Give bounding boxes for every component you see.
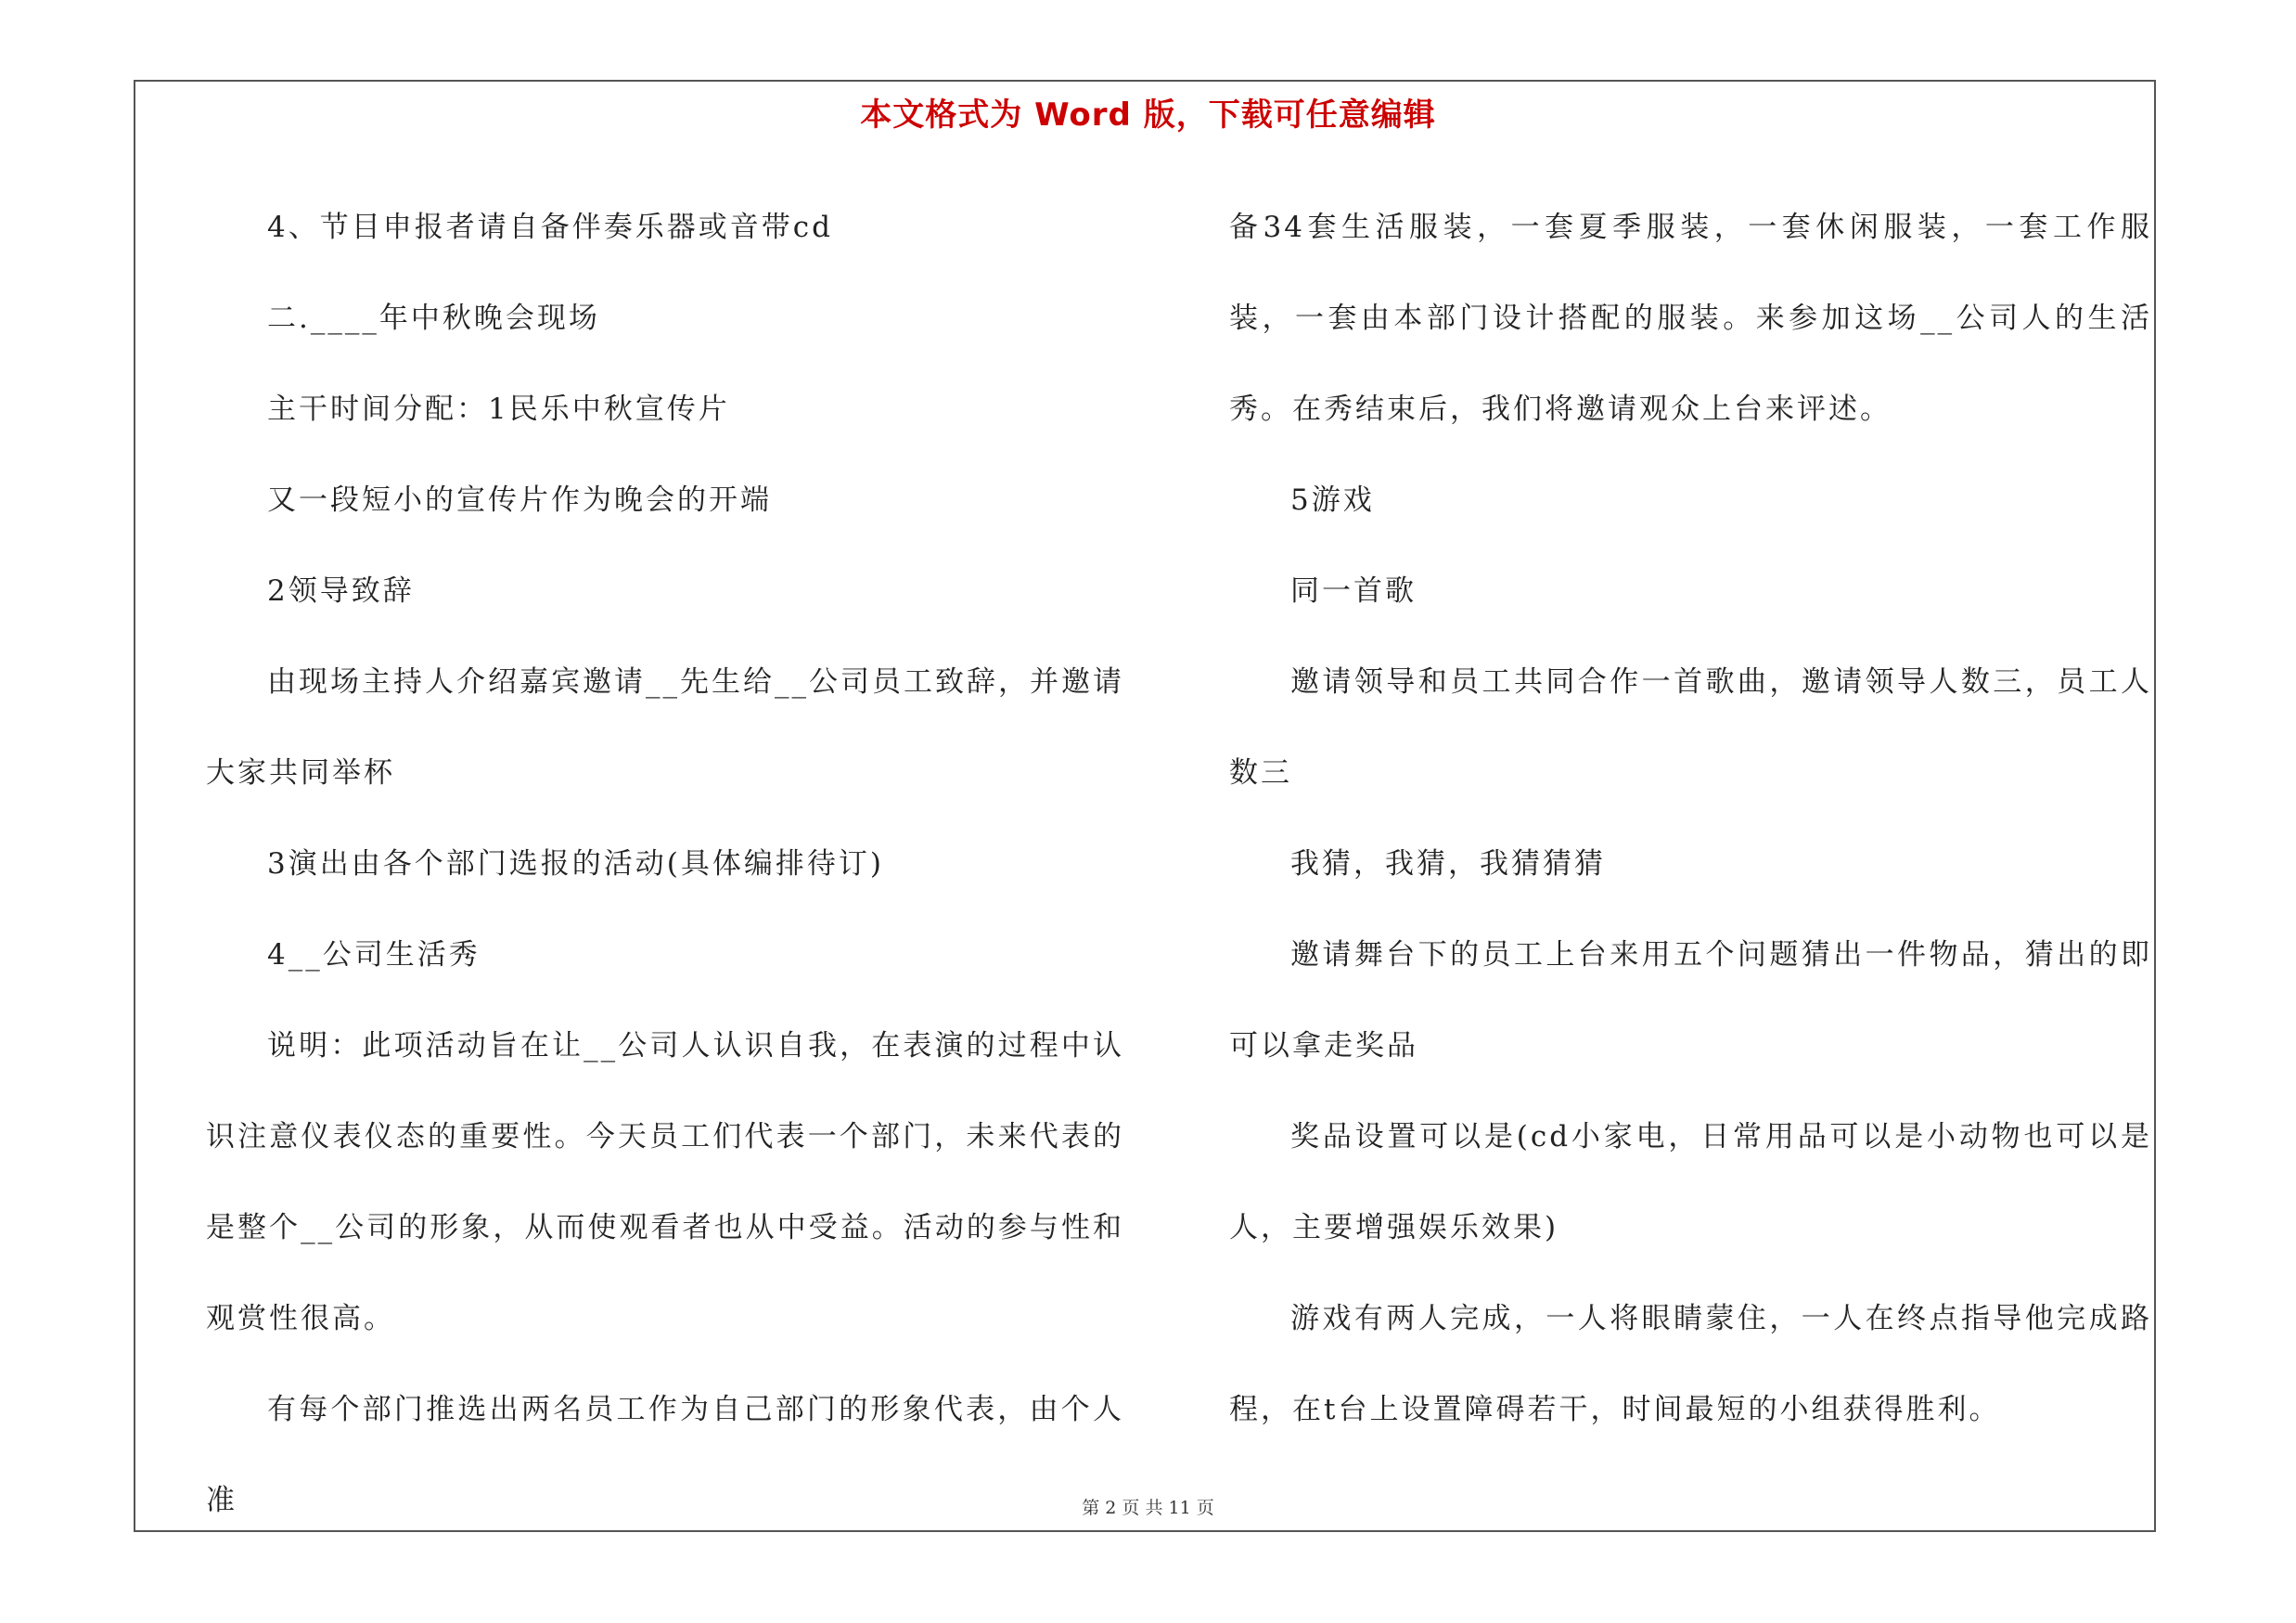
paragraph: 说明：此项活动旨在让__公司人认识自我，在表演的过程中认识注意仪表仪态的重要性。今天员工们代表一个部门，未来代表的是整个__公司的形象，从而使观看者也从中受益。活动的参与性和观赏性很高。 xyxy=(206,1029,1124,1335)
page-number: 第 2 页 共 11 页 xyxy=(1082,1498,1214,1518)
paragraph: 4__公司生活秀 xyxy=(267,938,481,972)
left-column xyxy=(206,182,1124,1546)
paragraph: 邀请领导和员工共同合作一首歌曲，邀请领导人数三，员工人数三 xyxy=(1229,665,2152,790)
paragraph: 2领导致辞 xyxy=(267,574,415,608)
paragraph: 我猜，我猜，我猜猜猜 xyxy=(1290,847,1606,881)
paragraph: 同一首歌 xyxy=(1290,574,1417,608)
paragraph: 主干时间分配：1民乐中秋宣传片 xyxy=(267,393,730,426)
continued-paragraph: 备34套生活服装，一套夏季服装，一套休闲服装，一套工作服装，一套由本部门设计搭配的服装。来参加这场__公司人的生活秀。在秀结束后，我们将邀请观众上台来评述。 xyxy=(1229,211,2152,426)
right-column xyxy=(1229,182,2152,1455)
paragraph: 由现场主持人介绍嘉宾邀请__先生给__公司员工致辞，并邀请大家共同举杯 xyxy=(206,665,1124,790)
paragraph: 有每个部门推选出两名员工作为自己部门的形象代表，由个人准 xyxy=(206,1393,1124,1517)
paragraph: 又一段短小的宣传片作为晚会的开端 xyxy=(267,483,772,517)
paragraph: 4、节目申报者请自备伴奏乐器或音带cd xyxy=(267,211,833,244)
paragraph: 邀请舞台下的员工上台来用五个问题猜出一件物品，猜出的即可以拿走奖品 xyxy=(1229,938,2152,1063)
header-banner: 本文格式为 Word 版，下载可任意编辑 xyxy=(860,97,1436,134)
paragraph: 3演出由各个部门选报的活动(具体编排待订) xyxy=(267,847,884,881)
paragraph: 二.____年中秋晚会现场 xyxy=(267,302,600,335)
paragraph: 5游戏 xyxy=(1290,483,1375,517)
paragraph: 游戏有两人完成，一人将眼睛蒙住，一人在终点指导他完成路程，在t台上设置障碍若干，时间最短的小组获得胜利。 xyxy=(1229,1302,2152,1426)
paragraph: 奖品设置可以是(cd小家电，日常用品可以是小动物也可以是人，主要增强娱乐效果) xyxy=(1229,1120,2152,1244)
